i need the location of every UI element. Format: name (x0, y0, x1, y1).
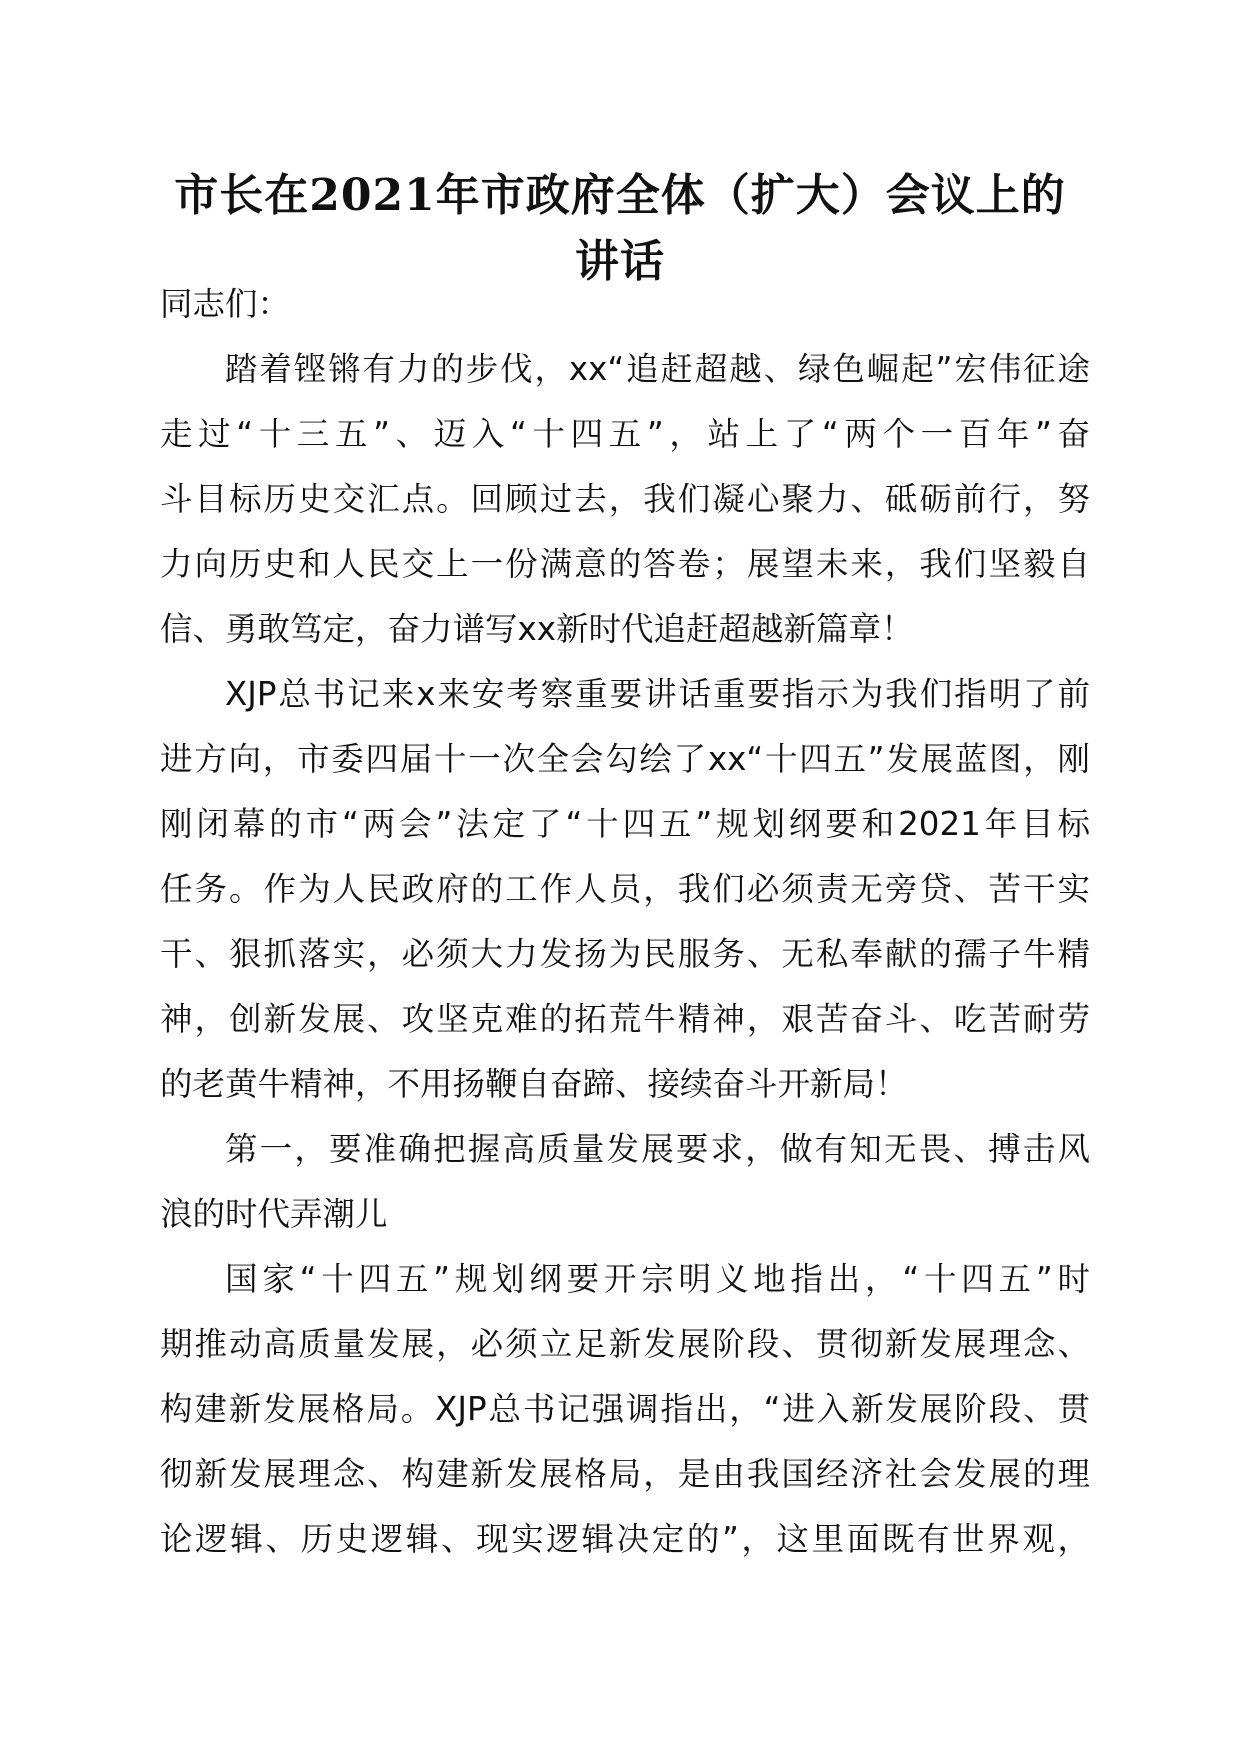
salutation: 同志们： (160, 285, 291, 323)
document-body (160, 272, 1090, 1572)
paragraph-2-line-4: 任务。作为人民政府的工作人员，我们必须责无旁贷、苦干实 (160, 870, 1090, 908)
paragraph-2-line-6: 神，创新发展、攻坚克难的拓荒牛精神，艰苦奋斗、吃苦耐劳 (160, 1000, 1090, 1038)
paragraph-1-line-1: 踏着铿锵有力的步伐，xx“追赶超越、绿色崛起”宏伟征途 (225, 350, 1090, 388)
paragraph-2-line-7: 的老黄牛精神，不用扬鞭自奋蹄、接续奋斗开新局！ (160, 1065, 908, 1103)
paragraph-2-line-3: 刚闭幕的市“两会”法定了“十四五”规划纲要和2021年目标 (160, 805, 1090, 843)
paragraph-1-line-2: 走过“十三五”、迈入“十四五”，站上了“两个一百年”奋 (160, 415, 1090, 453)
title-line-1: 市长在2021年市政府全体（扩大）会议上的 (174, 170, 1066, 221)
paragraph-2-line-2: 进方向，市委四届十一次全会勾绘了xx“十四五”发展蓝图，刚 (160, 740, 1090, 778)
section-heading-line-1: 第一，要准确把握高质量发展要求，做有知无畏、搏击风 (225, 1130, 1090, 1168)
paragraph-1-line-3: 斗目标历史交汇点。回顾过去，我们凝心聚力、砥砺前行，努 (160, 480, 1090, 518)
paragraph-3-line-2: 期推动高质量发展，必须立足新发展阶段、贯彻新发展理念、 (160, 1325, 1090, 1363)
paragraph-3-line-3: 构建新发展格局。XJP总书记强调指出，“进入新发展阶段、贯 (160, 1390, 1090, 1428)
paragraph-1-line-4: 力向历史和人民交上一份满意的答卷；展望未来，我们坚毅自 (160, 545, 1090, 583)
title-line-2: 讲话 (575, 236, 665, 287)
paragraph-3-line-4: 彻新发展理念、构建新发展格局，是由我国经济社会发展的理 (160, 1455, 1090, 1493)
paragraph-2-line-5: 干、狠抓落实，必须大力发扬为民服务、无私奉献的孺子牛精 (160, 935, 1090, 973)
section-heading-line-2: 浪的时代弄潮儿 (160, 1195, 388, 1233)
paragraph-3-line-5: 论逻辑、历史逻辑、现实逻辑决定的”，这里面既有世界观， (160, 1520, 1090, 1558)
paragraph-2-line-1: XJP总书记来x来安考察重要讲话重要指示为我们指明了前 (225, 675, 1090, 713)
paragraph-1-line-5: 信、勇敢笃定，奋力谱写xx新时代追赶超越新篇章！ (160, 610, 914, 648)
paragraph-3-line-1: 国家“十四五”规划纲要开宗明义地指出，“十四五”时 (225, 1260, 1090, 1298)
